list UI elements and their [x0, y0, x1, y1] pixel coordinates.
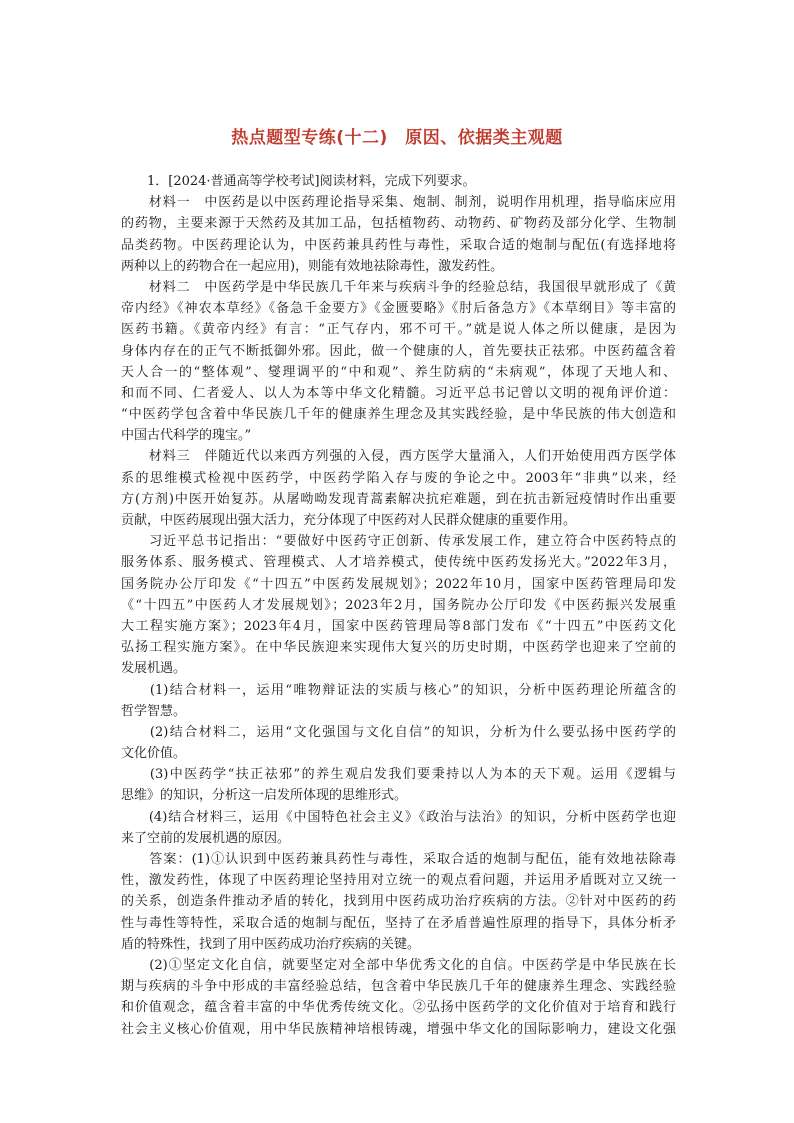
- text-line: (3)中医药学“扶正祛邪”的养生观启发我们要秉持以人为本的天下观。运用《逻辑与: [121, 767, 676, 783]
- text-line: “中医药学包含着中华民族几千年的健康养生理念及其实践经验，是中华民族的伟大创造和: [121, 407, 676, 423]
- text-line: 材料三 伴随近代以来西方列强的入侵，西方医学大量涌入，人们开始使用西方医学体: [121, 449, 676, 465]
- text-line: 答案：(1)①认识到中医药兼具药性与毒性，采取合适的炮制与配伍，能有效地祛除毒: [121, 852, 676, 867]
- text-line: 和而不同、仁者爱人、以人为本等中华文化精髓。习近平总书记曾以文明的视角评价道：: [121, 385, 676, 401]
- text-line: 思维》的知识，分析这一启发所体现的思维形式。: [121, 788, 408, 804]
- text-line: 和价值观念，蕴含着丰富的中华优秀传统文化。②弘扬中医药学的文化价值对于培育和践行: [121, 1000, 676, 1016]
- text-line: 国务院办公厅印发《“十四五”中医药发展规划》；2022年10月，国家中医药管理局印发: [121, 576, 676, 592]
- text-line: 盾的特殊性，找到了用中医药成功治疗疾病的关键。: [121, 936, 421, 952]
- text-line: 期与疾病的斗争中形成的丰富经验总结，包含着中华民族几千年的健康养生理念、实践经验: [121, 979, 676, 995]
- text-line: 天人合一的“整体观”、燮理调平的“中和观”、养生防病的“未病观”，体现了天地人和、: [121, 364, 676, 380]
- text-line: 服务体系、服务模式、管理模式、人才培养模式，使传统中医药发扬光大。”2022年3月，: [121, 555, 676, 571]
- text-line: 来了空前的发展机遇的原因。: [121, 830, 291, 846]
- text-line: 贡献，中医药展现出强大活力，充分体现了中医药对人民群众健康的重要作用。: [121, 513, 577, 528]
- text-line: 文化价值。: [121, 746, 187, 762]
- text-line: 系的思维模式检视中医药学，中医药学陷入存与废的争论之中。2003年“非典”以来，经: [121, 470, 676, 486]
- text-line: 的关系，创造条件推动矛盾的转化，找到用中医药成功治疗疾病的方法。②针对中医药的药: [121, 894, 676, 910]
- text-line: (4)结合材料三，运用《中国特色社会主义》《政治与法治》的知识，分析中医药学也迎: [121, 809, 676, 825]
- text-line: 性，激发药性，体现了中医药理论坚持用对立统一的观点看问题，并运用矛盾既对立又统一: [121, 873, 676, 889]
- text-line: 大工程实施方案》；2023年4月，国家中医药管理局等8部门发布《“十四五”中医药文化: [121, 618, 676, 634]
- text-line: (2)结合材料二，运用“文化强国与文化自信”的知识，分析为什么要弘扬中医药学的: [121, 724, 676, 740]
- text-line: 两种以上的药物合在一起应用)，则能有效地祛除毒性，激发药性。: [121, 258, 504, 274]
- text-line: 身体内存在的正气不断抵御外邪。因此，做一个健康的人，首先要扶正祛邪。中医药蕴含着: [121, 343, 676, 359]
- page-title: 热点题型专练(十二) 原因、依据类主观题: [231, 128, 563, 148]
- text-line: 中国古代科学的瑰宝。”: [121, 428, 252, 444]
- text-line: 发展机遇。: [121, 661, 187, 677]
- text-line: 的药物，主要来源于天然药及其加工品，包括植物药、动物药、矿物药及部分化学、生物制: [121, 216, 676, 232]
- text-line: 方(方剂)中医开始复苏。从屠呦呦发现青蒿素解决抗疟难题，到在抗击新冠疫情时作出重要: [121, 491, 676, 507]
- text-line: 品类药物。中医药理论认为，中医药兼具药性与毒性，采取合适的炮制与配伍(有选择地将: [121, 237, 676, 253]
- text-line: 习近平总书记指出：“要做好中医药守正创新、传承发展工作，建立符合中医药特点的: [121, 534, 676, 550]
- text-line: 医药书籍。《黄帝内经》有言：“正气存内，邪不可干。”就是说人体之所以健康，是因为: [121, 322, 676, 338]
- text-line: 1．[2024·普通高等学校考试]阅读材料，完成下列要求。: [121, 174, 476, 189]
- text-line: 材料一 中医药是以中医药理论指导采集、炮制、制剂，说明作用机理，指导临床应用: [121, 195, 676, 211]
- text-line: 社会主义核心价值观，用中华民族精神培根铸魂，增强中华文化的国际影响力，建设文化强: [121, 1021, 676, 1037]
- text-line: 哲学智慧。: [121, 703, 187, 719]
- text-line: (2)①坚定文化自信，就要坚定对全部中华优秀文化的自信。中医药学是中华民族在长: [121, 957, 676, 973]
- text-line: 帝内经》《神农本草经》《备急千金要方》《金匮要略》《肘后备急方》《本草纲目》等丰富的: [121, 301, 676, 317]
- document-body: [121, 171, 676, 1040]
- text-line: 材料二 中医药学是中华民族几千年来与疾病斗争的经验总结，我国很早就形成了《黄: [121, 279, 676, 295]
- text-line: 性与毒性等特性，采取合适的炮制与配伍，坚持了在矛盾普遍性原理的指导下，具体分析矛: [121, 915, 676, 931]
- text-line: 《“十四五”中医药人才发展规划》；2023年2月，国务院办公厅印发《中医药振兴发展重: [121, 597, 676, 613]
- text-line: 弘扬工程实施方案》。在中华民族迎来实现伟大复兴的历史时期，中医药学也迎来了空前的: [121, 640, 676, 656]
- text-line: (1)结合材料一，运用“唯物辩证法的实质与核心”的知识，分析中医药理论所蕴含的: [121, 682, 676, 698]
